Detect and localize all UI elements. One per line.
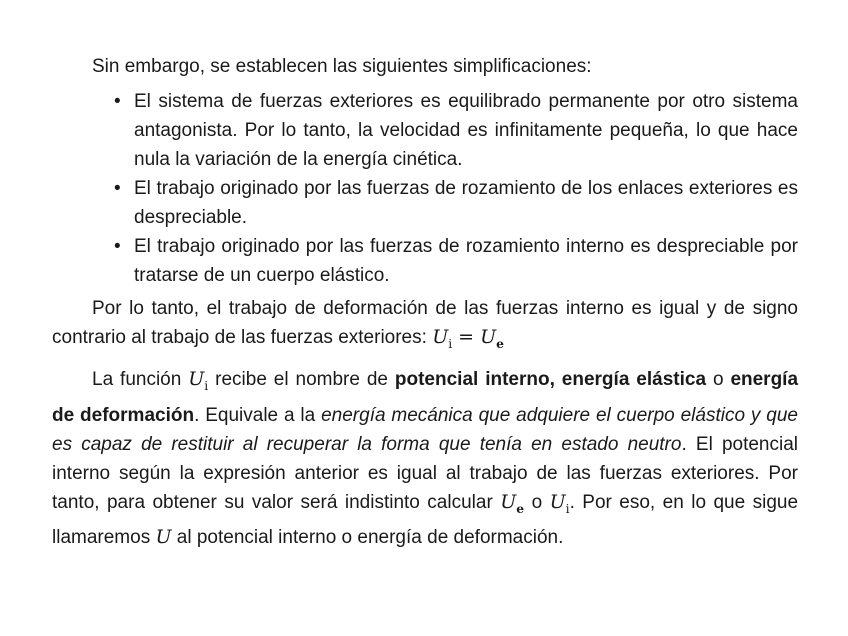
list-item-text: El sistema de fuerzas exteriores es equilibrado permanente por otro sistema antagonista. Por lo tanto, la velocidad es infinitamente pequeña, lo que hace nula la variación de la energía cinética. [134,91,798,170]
eq-lhs-subscript: i [448,336,453,351]
paragraph-text: o [712,368,724,390]
eq-lhs-symbol: U [432,326,449,348]
term-energia-elastica: energía elástica [561,368,707,390]
internal-potential-paragraph [52,365,798,553]
paragraph-text: recibe el nombre de [215,368,388,390]
eq-rhs-symbol: U [480,326,497,348]
list-item-text: El trabajo originado por las fuerzas de rozamiento interno es despreciable por tratarse de un cuerpo elástico. [134,236,798,286]
var-symbol: U [188,367,205,390]
paragraph-text: o [531,491,543,513]
list-item [114,87,798,174]
variable [188,367,209,393]
bullet-icon: • [114,236,121,257]
simplifications-list [52,87,798,290]
paragraph-text: . Por eso, en lo que sigue llamaremos [52,491,799,549]
term-energia-deformacion: energía de deformación [52,368,799,426]
var-symbol: U [549,490,566,513]
term-potencial-interno: potencial interno [394,368,550,390]
equation [432,326,504,351]
work-equality-paragraph [52,294,798,359]
bullet-icon: • [114,178,121,199]
variable [549,490,570,516]
var-subscript: i [565,501,570,516]
var-subscript: e [516,500,525,516]
paragraph-text: . Equivale a la [194,404,316,426]
variable [155,526,171,548]
var-symbol: U [500,490,517,513]
paragraph-text: . El potencial interno según la expresión anterior es igual al trabajo de las fuerzas exteriores. Por tanto, para obtener su valor será indistinto calcular [52,433,798,513]
list-item [114,174,798,232]
list-item-text: El trabajo originado por las fuerzas de rozamiento de los enlaces exteriores es despreciable. [134,178,798,228]
var-symbol: U [155,526,172,549]
var-subscript: i [204,378,209,393]
paragraph-text: Por lo tanto, el trabajo de deformación de las fuerzas interno es igual y de signo contrario al trabajo de las fuerzas exteriores: [52,298,798,348]
bullet-icon: • [114,91,121,112]
variable [500,490,525,516]
eq-sign: = [458,326,475,348]
paragraph-text: La función [92,368,182,390]
intro-paragraph: Sin embargo, se establecen las siguientes simplificaciones: [92,56,592,77]
paragraph-text: al potencial interno o energía de deformación. [176,527,564,549]
term-separator: , [549,368,555,390]
eq-rhs-subscript: e [496,335,504,351]
definition-italic: energía mecánica que adquiere el cuerpo elástico y que es capaz de restituir al recuperar la forma que tenía en estado neutro [52,404,798,455]
list-item [114,232,798,290]
